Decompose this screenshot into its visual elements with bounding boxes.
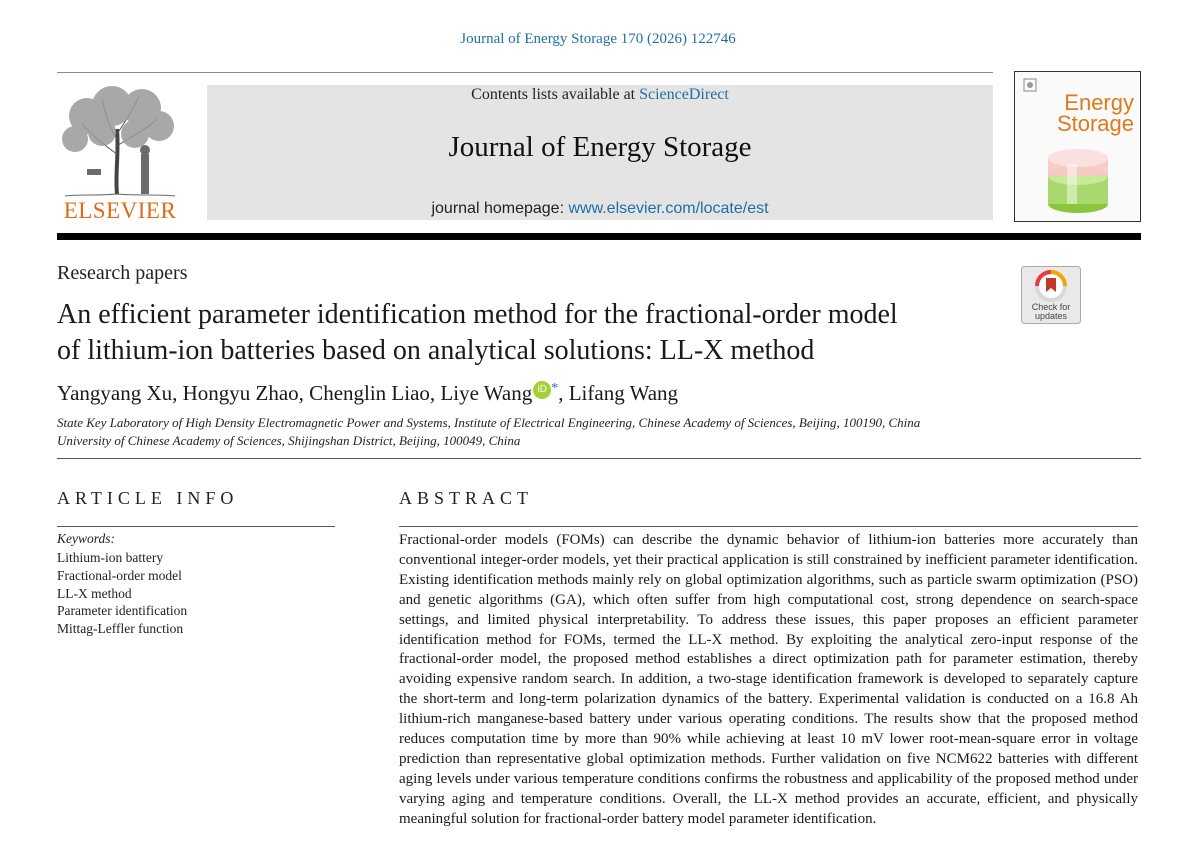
keywords-list <box>57 549 187 638</box>
corresponding-author-mark[interactable]: * <box>551 381 559 396</box>
keyword-item: Parameter identification <box>57 603 188 619</box>
homepage-line <box>207 200 993 218</box>
cover-title <box>1015 92 1134 134</box>
front-matter-divider <box>57 458 1141 459</box>
keyword-item: Mittag-Leffler function <box>57 621 184 637</box>
crossmark-line1: Check for <box>1031 302 1071 312</box>
article-type: Research papers <box>57 262 188 284</box>
journal-cover-thumbnail[interactable] <box>1014 71 1141 222</box>
header-divider <box>57 72 993 73</box>
keywords-label: Keywords: <box>57 531 115 546</box>
contents-line <box>207 86 993 104</box>
journal-name: Journal of Energy Storage <box>448 131 752 163</box>
journal-homepage-link[interactable]: www.elsevier.com/locate/est <box>568 200 769 217</box>
article-title <box>57 297 997 369</box>
masthead-rule <box>57 233 1141 240</box>
abstract-rule <box>399 526 1138 527</box>
authors-after[interactable]: , Lifang Wang <box>558 381 679 405</box>
cover-publisher-icon <box>1023 78 1037 92</box>
abstract-heading: ABSTRACT <box>399 488 534 508</box>
author-list <box>57 381 678 406</box>
contents-prefix: Contents lists available at <box>471 86 640 103</box>
elsevier-wordmark: ELSEVIER <box>63 198 177 223</box>
journal-citation[interactable]: Journal of Energy Storage 170 (2026) 122746 <box>460 31 736 47</box>
keyword-item: Lithium-ion battery <box>57 550 164 565</box>
article-info-rule <box>57 526 335 527</box>
crossmark-line2: updates <box>1034 311 1068 321</box>
sciencedirect-link[interactable]: ScienceDirect <box>639 86 729 103</box>
keyword-item: Fractional-order model <box>57 567 182 583</box>
article-title-line1: An efficient parameter identification method for the fractional-order model <box>57 299 898 330</box>
affiliation-2: University of Chinese Academy of Sciences, Shijingshan District, Beijing, 100049, China <box>57 433 521 448</box>
abstract-text: Fractional-order models (FOMs) can describe the dynamic behavior of lithium-ion batteries more accurately than conventional integer-order models, yet their practical application is still constrained by inefficient parameter identification. Existing identification methods mainly rely on global optimization algorithms, such as particle swarm optimization (PSO) and genetic algorithms (GA), which often suffer from high computational cost, strong dependence on search-space settings, and limited physical interpretability. To address these issues, this paper proposes an efficient parameter identification method for FOMs, termed the LL-X method. By exploiting the analytical zero-input response of the fractional-order model, the proposed method establishes a direct optimization path for parameter estimation, thereby avoiding expensive random search. In addition, a two-stage identification framework is developed to separately capture the short-term and long-term polarization dynamics of the battery. Experimental validation is conducted on a 16.8 Ah lithium-rich manganese-based battery under various operating conditions. The results show that the proposed method reduces computation time by more than 90% while achieving at least 10 mV lower root-mean-square error in voltage prediction than representative global optimization methods. Further validation on five NCM622 batteries with different aging levels under various temperature conditions confirms the robustness and applicability of the proposed method under varying aging and temperature conditions. Overall, the LL-X method provides an accurate, efficient, and physically meaningful solution for fractional-order battery model parameter identification. <box>399 532 1138 827</box>
affiliation-1: State Key Laboratory of High Density Electromagnetic Power and Systems, Institute of Electrical Engineering, Chinese Academy of Sciences, Beijing, 100190, China <box>57 415 921 430</box>
orcid-icon[interactable]: iD <box>533 381 551 399</box>
cover-battery-graphic <box>1043 144 1113 216</box>
cover-title-line1: Energy <box>1064 90 1134 115</box>
authors-before[interactable]: Yangyang Xu, Hongyu Zhao, Chenglin Liao, Liye Wang <box>57 381 533 405</box>
keyword-item: LL-X method <box>57 585 132 601</box>
cover-title-line2: Storage <box>1056 111 1134 136</box>
homepage-prefix: journal homepage: <box>431 200 569 217</box>
article-info-heading: ARTICLE INFO <box>57 488 239 508</box>
article-title-line2: of lithium-ion batteries based on analytical solutions: LL-X method <box>57 335 815 366</box>
check-for-updates-badge[interactable] <box>1021 266 1081 324</box>
crossmark-icon <box>1021 266 1081 324</box>
